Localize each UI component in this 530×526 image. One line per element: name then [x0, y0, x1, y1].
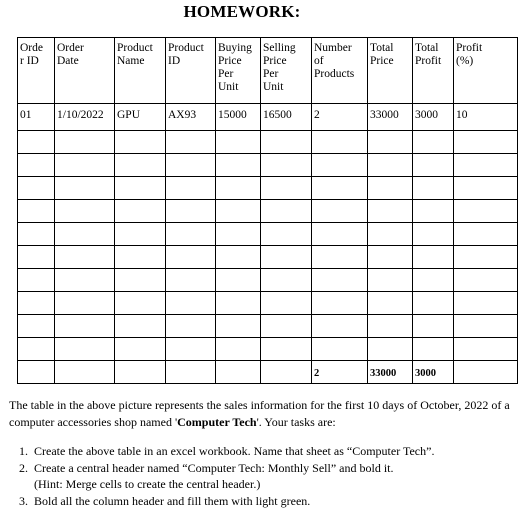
task-item	[12, 493, 518, 510]
table-cell	[55, 292, 115, 315]
column-header-line: Per	[218, 68, 234, 80]
table-cell	[312, 154, 368, 177]
column-header-line: Orde	[20, 42, 43, 54]
table-cell	[454, 177, 518, 200]
table-cell	[166, 200, 216, 223]
total-cell	[261, 361, 312, 384]
table-cell	[368, 269, 413, 292]
table-cell	[261, 200, 312, 223]
column-header-line: of	[314, 55, 324, 67]
column-header-line: Buying	[218, 42, 252, 54]
table-cell	[18, 315, 55, 338]
table-cell	[454, 315, 518, 338]
task-number: 1.	[19, 444, 28, 458]
table-cell	[115, 315, 166, 338]
table-cell: 1/10/2022	[55, 104, 115, 131]
table-cell	[166, 223, 216, 246]
total-cell	[166, 361, 216, 384]
column-header-line: Date	[57, 55, 79, 67]
table-cell	[261, 131, 312, 154]
column-header-line: Price	[370, 55, 394, 67]
paragraph-text-before: The table in the above picture represents the sales information for the first 10 days of October, 2022 of a computer accessories shop named '	[9, 398, 510, 429]
table-cell	[115, 269, 166, 292]
table-cell: 01	[18, 104, 55, 131]
shop-name: Computer Tech	[177, 415, 257, 429]
column-header	[413, 38, 454, 104]
table-cell	[166, 338, 216, 361]
table-cell	[216, 200, 261, 223]
table-cell	[368, 246, 413, 269]
table-cell	[18, 131, 55, 154]
column-header	[368, 38, 413, 104]
table-cell	[166, 246, 216, 269]
table-cell	[216, 269, 261, 292]
column-header-line: Name	[117, 55, 145, 67]
task-number: 2.	[19, 460, 28, 475]
task-item	[12, 443, 518, 460]
table-cell	[454, 223, 518, 246]
task-item	[12, 460, 518, 493]
total-cell	[454, 361, 518, 384]
table-cell	[216, 223, 261, 246]
table-cell	[312, 315, 368, 338]
table-cell	[115, 177, 166, 200]
empty-row	[18, 292, 518, 315]
total-cell	[55, 361, 115, 384]
table-cell	[368, 223, 413, 246]
table-cell	[368, 177, 413, 200]
table-cell	[261, 154, 312, 177]
column-header	[261, 38, 312, 104]
column-header	[312, 38, 368, 104]
table-cell	[368, 315, 413, 338]
column-header-line: Total	[370, 42, 394, 54]
table-cell	[312, 200, 368, 223]
table-cell	[216, 338, 261, 361]
table-cell	[312, 338, 368, 361]
paragraph-text-after: '. Your tasks are:	[256, 415, 336, 429]
table-cell	[115, 292, 166, 315]
table-cell	[115, 246, 166, 269]
table-cell	[55, 177, 115, 200]
table-cell	[413, 269, 454, 292]
total-cell	[216, 361, 261, 384]
table-cell	[368, 292, 413, 315]
table-cell	[312, 292, 368, 315]
table-cell	[413, 177, 454, 200]
empty-row	[18, 200, 518, 223]
header-row	[18, 38, 518, 104]
total-cell: 33000	[368, 361, 413, 384]
empty-row	[18, 246, 518, 269]
table-cell	[18, 177, 55, 200]
column-header-line: Order	[57, 42, 84, 54]
table-cell	[312, 131, 368, 154]
table-cell	[454, 246, 518, 269]
table-cell	[413, 131, 454, 154]
column-header	[55, 38, 115, 104]
table-cell	[18, 338, 55, 361]
totals-row	[18, 361, 518, 384]
table-cell	[413, 292, 454, 315]
table-cell	[312, 223, 368, 246]
table-cell	[368, 131, 413, 154]
table-cell: 3000	[413, 104, 454, 131]
table-cell	[166, 154, 216, 177]
table-cell: AX93	[166, 104, 216, 131]
column-header-line: Total	[415, 42, 439, 54]
column-header	[454, 38, 518, 104]
table-cell	[312, 269, 368, 292]
table-cell	[413, 338, 454, 361]
task-text: Bold all the column header and fill them with light green.	[34, 493, 311, 508]
table-cell	[368, 338, 413, 361]
table-cell	[413, 200, 454, 223]
empty-row	[18, 315, 518, 338]
table-cell	[261, 177, 312, 200]
table-cell	[261, 246, 312, 269]
table-cell	[55, 200, 115, 223]
table-cell	[413, 154, 454, 177]
task-text: Create the above table in an excel workbook. Name that sheet as “Computer Tech”.	[34, 444, 435, 458]
table-cell	[55, 154, 115, 177]
table-cell: 16500	[261, 104, 312, 131]
column-header-line: Price	[263, 55, 287, 67]
table-cell	[454, 269, 518, 292]
table-cell	[55, 315, 115, 338]
table-cell	[413, 246, 454, 269]
column-header-line: Selling	[263, 42, 296, 54]
column-header-line: Product	[168, 42, 204, 54]
table-cell	[115, 131, 166, 154]
table-cell	[368, 154, 413, 177]
table-cell	[55, 223, 115, 246]
table-cell	[454, 292, 518, 315]
table-cell: 33000	[368, 104, 413, 131]
instructions-paragraph	[9, 397, 519, 431]
column-header-line: Unit	[218, 81, 239, 93]
column-header	[166, 38, 216, 104]
column-header	[115, 38, 166, 104]
table-cell	[454, 200, 518, 223]
column-header-line: Products	[314, 68, 355, 80]
table-cell	[261, 338, 312, 361]
table-row	[18, 104, 518, 131]
table-cell	[18, 292, 55, 315]
total-cell	[115, 361, 166, 384]
column-header-line: Profit	[456, 42, 483, 54]
table-cell	[166, 177, 216, 200]
table-cell	[261, 269, 312, 292]
table-cell	[55, 338, 115, 361]
table-cell	[166, 292, 216, 315]
column-header-line: r ID	[20, 55, 39, 67]
table-cell	[216, 246, 261, 269]
table-cell	[216, 154, 261, 177]
table-cell: 2	[312, 104, 368, 131]
table-cell: 10	[454, 104, 518, 131]
column-header-line: Number	[314, 42, 352, 54]
table-cell	[166, 269, 216, 292]
column-header-line: Profit	[415, 55, 442, 67]
table-cell	[115, 154, 166, 177]
empty-row	[18, 154, 518, 177]
column-header-line: (%)	[456, 55, 474, 67]
table-cell	[312, 246, 368, 269]
page-title: HOMEWORK:	[183, 2, 301, 21]
table-cell	[261, 292, 312, 315]
table-cell	[216, 315, 261, 338]
table-cell	[166, 131, 216, 154]
column-header	[216, 38, 261, 104]
table-cell	[115, 200, 166, 223]
table-cell: GPU	[115, 104, 166, 131]
column-header-line: Per	[263, 68, 279, 80]
table-cell: 15000	[216, 104, 261, 131]
table-cell	[18, 269, 55, 292]
column-header-line: Price	[218, 55, 242, 67]
table-cell	[454, 338, 518, 361]
table-cell	[18, 246, 55, 269]
table-cell	[166, 315, 216, 338]
table-cell	[368, 200, 413, 223]
task-text: Create a central header named “Computer Tech: Monthly Sell” and bold it.	[34, 460, 394, 475]
table-cell	[115, 223, 166, 246]
table-cell	[454, 131, 518, 154]
table-cell	[55, 246, 115, 269]
total-cell: 3000	[413, 361, 454, 384]
column-header	[18, 38, 55, 104]
column-header-line: ID	[168, 55, 181, 67]
empty-row	[18, 223, 518, 246]
column-header-line: Unit	[263, 81, 284, 93]
table-cell	[413, 223, 454, 246]
task-number: 3.	[19, 493, 28, 508]
table-cell	[261, 315, 312, 338]
table-body	[18, 104, 518, 384]
table-cell	[454, 154, 518, 177]
empty-row	[18, 269, 518, 292]
sales-table	[17, 37, 518, 384]
table-cell	[216, 292, 261, 315]
table-cell	[18, 154, 55, 177]
table-cell	[55, 131, 115, 154]
table-cell	[55, 269, 115, 292]
table-cell	[413, 315, 454, 338]
table-cell	[18, 200, 55, 223]
table-cell	[115, 338, 166, 361]
table-cell	[216, 177, 261, 200]
task-hint: (Hint: Merge cells to create the central header.)	[34, 477, 261, 491]
total-cell	[18, 361, 55, 384]
task-list	[12, 443, 518, 509]
table-cell	[18, 223, 55, 246]
empty-row	[18, 177, 518, 200]
empty-row	[18, 338, 518, 361]
table-cell	[216, 131, 261, 154]
table-cell	[261, 223, 312, 246]
table-cell	[312, 177, 368, 200]
empty-row	[18, 131, 518, 154]
total-cell: 2	[312, 361, 368, 384]
column-header-line: Product	[117, 42, 153, 54]
